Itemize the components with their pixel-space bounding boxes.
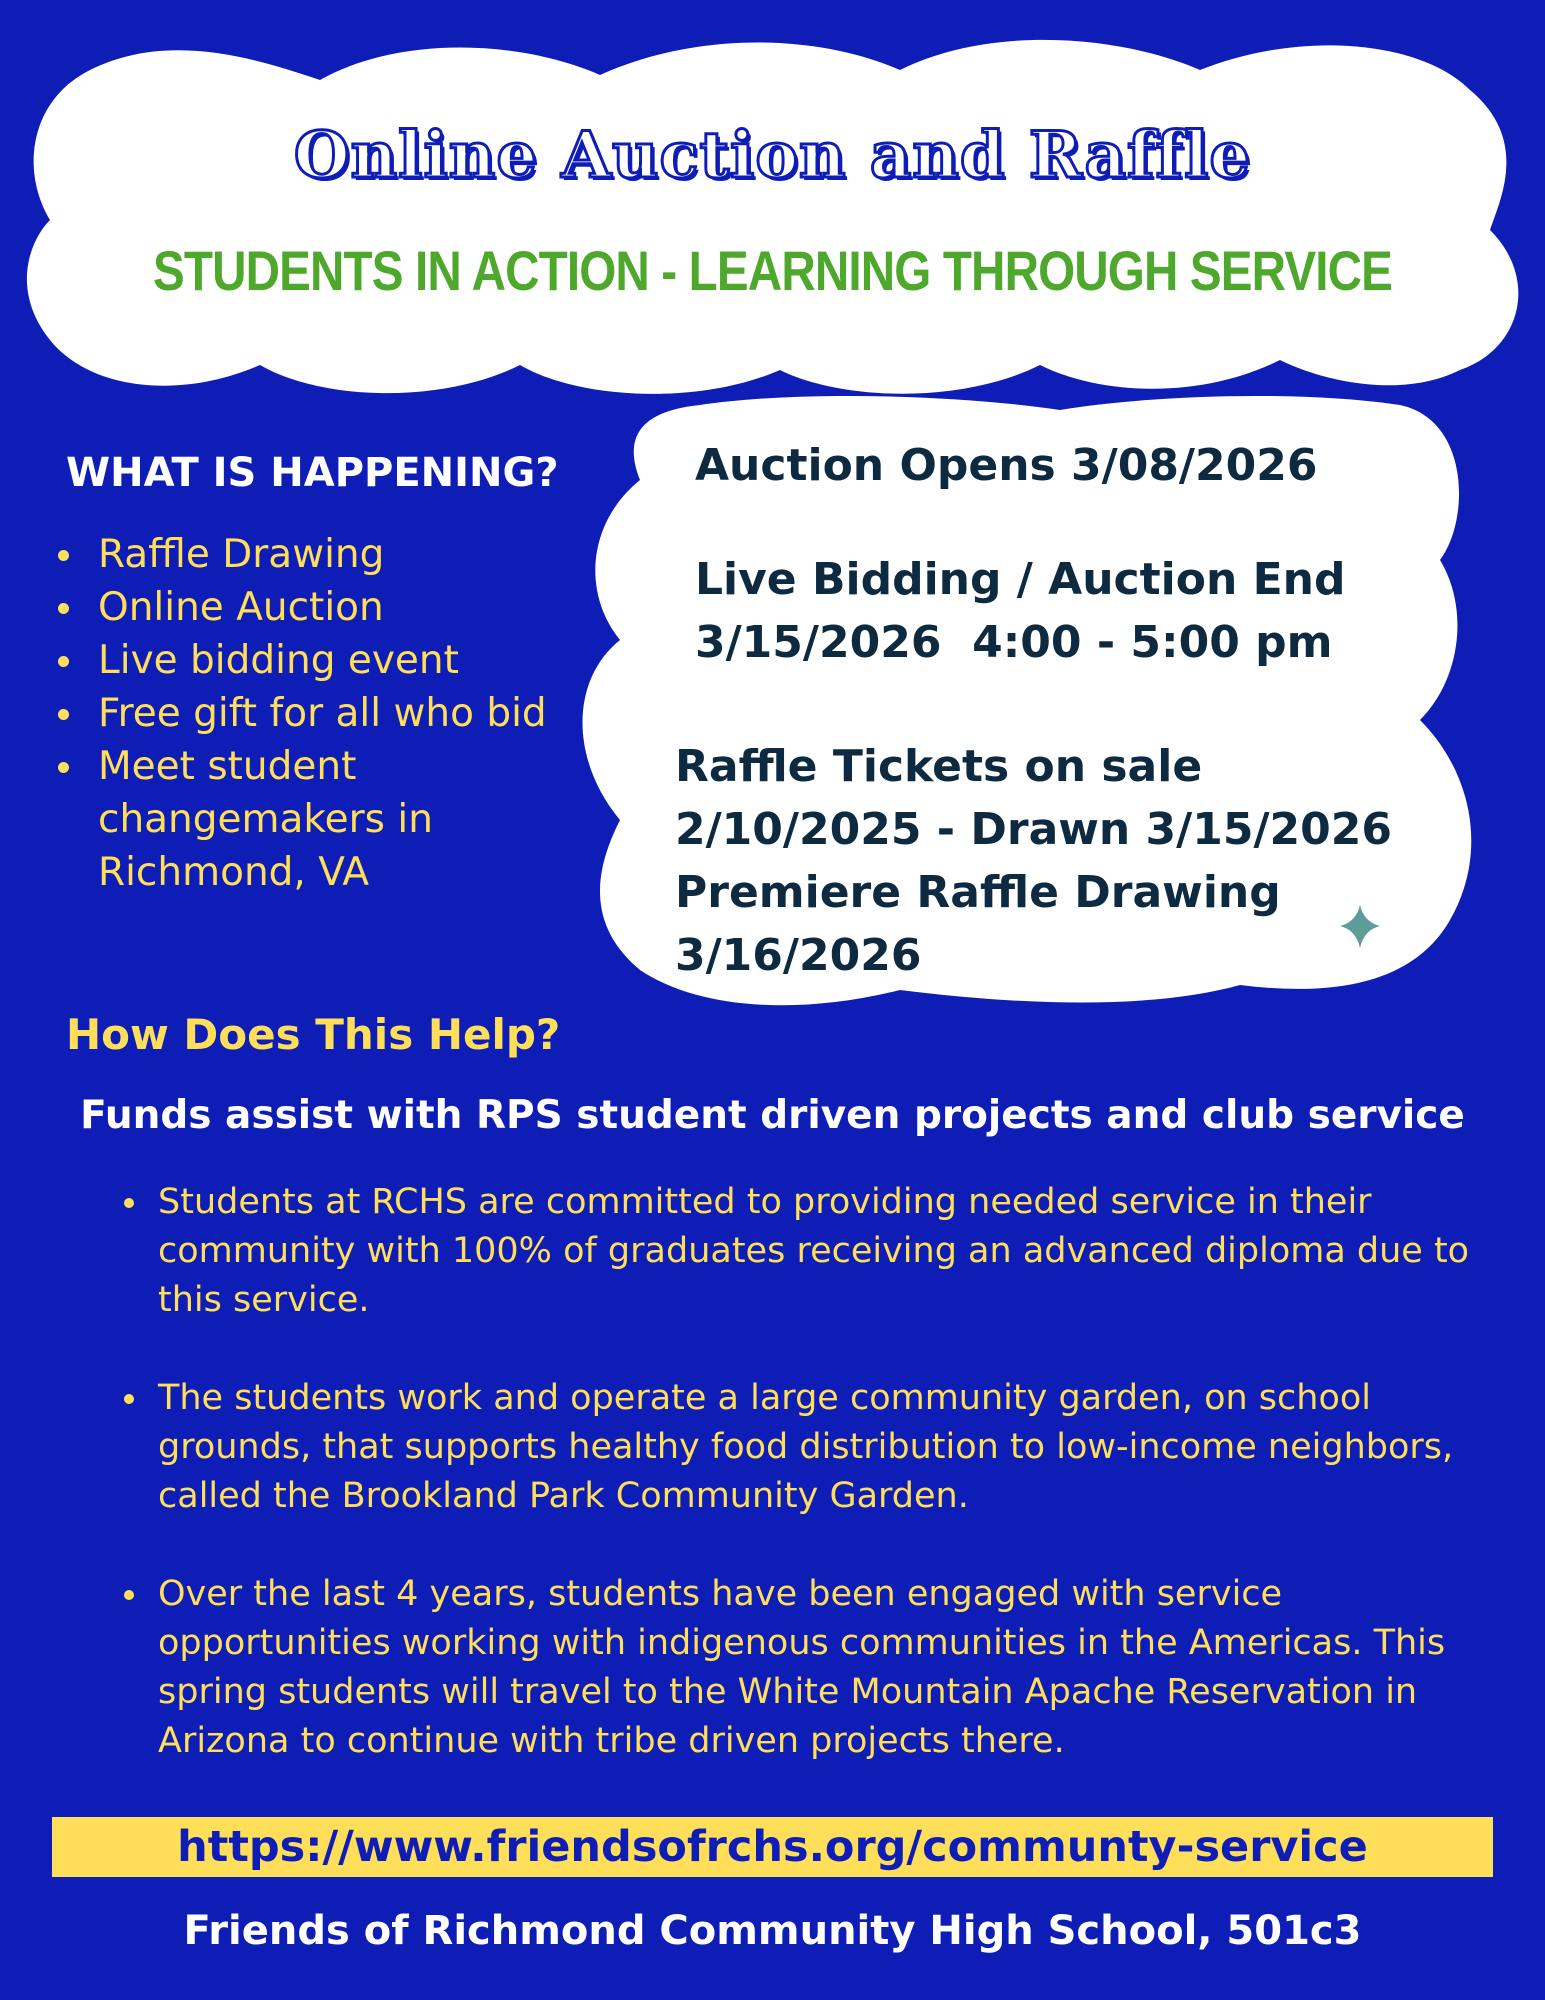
page-subtitle: STUDENTS IN ACTION - LEARNING THROUGH SERVICE <box>152 239 1393 302</box>
list-item: Free gift for all who bid <box>58 687 618 740</box>
footer-org-name: Friends of Richmond Community High School, 501c3 <box>183 1908 1362 1954</box>
raffle-line1: Raffle Tickets on sale <box>675 741 1203 792</box>
funds-statement: Funds assist with RPS student driven projects and club service <box>80 1093 1465 1138</box>
raffle-line2: 2/10/2025 - Drawn 3/15/2026 <box>675 804 1392 855</box>
list-item: Live bidding event <box>58 634 618 687</box>
url-banner <box>52 1817 1493 1877</box>
auction-opens-text: Auction Opens 3/08/2026 <box>695 440 1318 491</box>
raffle-line3: Premiere Raffle Drawing <box>675 867 1281 918</box>
happening-heading: WHAT IS HAPPENING? <box>66 450 559 496</box>
list-item: Over the last 4 years, students have been engaged with service opportunities working with indigenous communities in the Americas. This spring students will travel to the White Mountain Apache Reservation in Arizona to continue with tribe driven projects there. <box>118 1570 1488 1766</box>
header-cloud <box>27 40 1518 394</box>
auction-opens <box>695 434 1317 497</box>
list-item: Raffle Drawing <box>58 528 618 581</box>
raffle-line4: 3/16/2026 <box>675 930 922 981</box>
live-bidding-line2: 3/15/2026 4:00 - 5:00 pm <box>695 617 1333 668</box>
website-link[interactable]: https://www.friendsofrchs.org/communty-service <box>177 1822 1368 1872</box>
page-title: Online Auction and Raffle <box>293 118 1252 193</box>
list-item: Online Auction <box>58 581 618 634</box>
happening-list <box>58 528 618 899</box>
help-heading: How Does This Help? <box>66 1010 561 1059</box>
list-item: Meet student changemakers in Richmond, VA <box>58 740 618 899</box>
live-bidding-line1: Live Bidding / Auction End <box>695 554 1346 605</box>
list-item: The students work and operate a large community garden, on school grounds, that supports healthy food distribution to low-income neighbors, called the Brookland Park Community Garden. <box>118 1374 1488 1521</box>
raffle-dates <box>675 735 1392 987</box>
live-bidding <box>695 548 1346 674</box>
help-points <box>118 1178 1488 1815</box>
list-item: Students at RCHS are committed to providing needed service in their community with 100% of graduates receiving an advanced diploma due to this service. <box>118 1178 1488 1325</box>
